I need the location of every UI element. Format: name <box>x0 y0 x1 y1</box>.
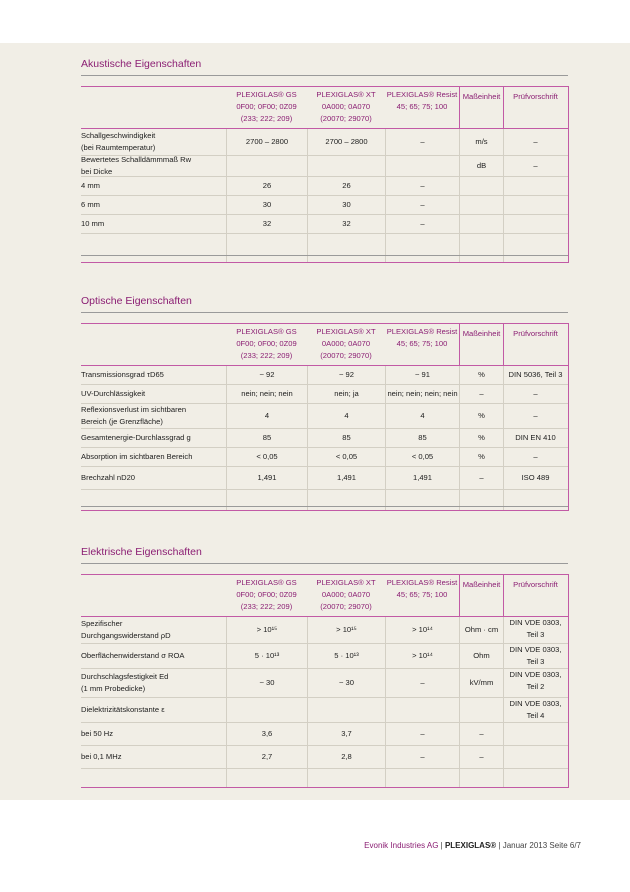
value-spec: – <box>503 448 567 466</box>
cell-line: 0A000; 0A070 <box>321 102 371 111</box>
value-resist <box>385 156 459 176</box>
value-xt: 2700 – 2800 <box>307 129 385 155</box>
row-label: 10 mm <box>81 219 105 228</box>
cell-line: 0F00; 0F00; 0Z09 <box>236 102 297 111</box>
table-row <box>81 404 568 429</box>
value-xt: 1,491 <box>307 467 385 489</box>
value-resist: – <box>385 196 459 214</box>
cell-line: PLEXIGLAS® Resist <box>386 327 458 336</box>
value-resist: 1,491 <box>385 467 459 489</box>
value-spec: ISO 489 <box>503 467 567 489</box>
table-row <box>81 196 568 215</box>
value-gs: 1,491 <box>226 467 307 489</box>
value-gs: 3,6 <box>226 723 307 745</box>
table-header-row <box>81 324 568 366</box>
value-unit: – <box>459 467 503 489</box>
cell-line: 0F00; 0F00; 0Z09 <box>236 590 297 599</box>
value-unit <box>459 490 503 510</box>
value-spec: – <box>503 156 567 176</box>
cell-line: (bei Raumtemperatur) <box>81 143 156 152</box>
cell-line: Durchgangswiderstand ρD <box>81 631 171 640</box>
header-resist <box>385 87 459 128</box>
row-label: Gesamtenergie-Durchlassgrad g <box>81 433 191 442</box>
cell-line: 45; 65; 75; 100 <box>396 590 448 599</box>
value-gs: ~ 30 <box>226 669 307 697</box>
header-unit: Maßeinheit <box>459 87 503 128</box>
value-unit: Ohm · cm <box>459 617 503 643</box>
row-label <box>81 234 226 262</box>
value-unit <box>459 196 503 214</box>
value-xt <box>307 490 385 510</box>
value-unit: % <box>459 366 503 384</box>
cell-line: Reflexionsverlust im sichtbaren <box>81 405 187 414</box>
value-unit: % <box>459 429 503 447</box>
cell-line: Schallgeschwindigkeit <box>81 131 156 140</box>
cell-line: Teil 4 <box>526 711 545 720</box>
value-gs: 2,7 <box>226 746 307 768</box>
value-unit: – <box>459 385 503 403</box>
row-label <box>81 156 226 176</box>
cell-line: (233; 222; 209) <box>240 114 293 123</box>
electrical-table <box>81 574 569 788</box>
value-resist: – <box>385 129 459 155</box>
value-spec: – <box>503 404 567 428</box>
value-xt: 3,7 <box>307 723 385 745</box>
value-spec <box>503 644 567 668</box>
header-blank <box>81 87 226 128</box>
cell-line: PLEXIGLAS® Resist <box>386 90 458 99</box>
value-xt: 30 <box>307 196 385 214</box>
value-resist: ~ 91 <box>385 366 459 384</box>
value-resist: – <box>385 723 459 745</box>
value-gs <box>226 769 307 787</box>
cell-line: PLEXIGLAS® Resist <box>386 578 458 587</box>
row-label: bei 0,1 MHz <box>81 752 122 761</box>
value-unit <box>459 177 503 195</box>
value-resist <box>385 490 459 510</box>
cell-line: Durchschlagsfestigkeit Ed <box>81 672 169 681</box>
table-row <box>81 215 568 234</box>
value-spec: DIN 5036, Teil 3 <box>503 366 567 384</box>
row-label: Brechzahl nD20 <box>81 473 136 482</box>
row-label <box>81 617 226 643</box>
header-unit: Maßeinheit <box>459 324 503 365</box>
cell-line: Bewertetes Schalldämmmaß Rw <box>81 155 192 164</box>
cell-line: PLEXIGLAS® GS <box>236 327 297 336</box>
value-spec: – <box>503 129 567 155</box>
value-spec <box>503 746 567 768</box>
table-row <box>81 129 568 156</box>
optical-table <box>81 323 569 511</box>
value-xt: nein; ja <box>307 385 385 403</box>
page-footer <box>364 841 581 850</box>
cell-line: (233; 222; 209) <box>240 602 293 611</box>
footer-company: Evonik Industries AG <box>364 841 439 850</box>
table-header-row <box>81 87 568 129</box>
value-unit <box>459 234 503 262</box>
value-xt: ~ 92 <box>307 366 385 384</box>
acoustic-table <box>81 86 569 263</box>
row-label: Absorption im sichtbaren Bereich <box>81 452 193 461</box>
header-spec: Prüfvorschrift <box>503 575 567 616</box>
section-divider <box>81 312 568 313</box>
value-unit <box>459 215 503 233</box>
cell-line: DIN VDE 0303, <box>509 645 562 654</box>
value-gs <box>226 234 307 262</box>
header-xt <box>307 575 385 616</box>
section-divider <box>81 75 568 76</box>
section-title-electrical: Elektrische Eigenschaften <box>81 546 202 558</box>
value-gs: nein; nein; nein <box>226 385 307 403</box>
value-gs: 26 <box>226 177 307 195</box>
table-row <box>81 467 568 490</box>
header-gs <box>226 324 307 365</box>
cell-line: bei Dicke <box>81 167 113 176</box>
row-label <box>81 669 226 697</box>
cell-line: PLEXIGLAS® XT <box>316 90 376 99</box>
cell-line: Teil 2 <box>526 682 545 691</box>
cell-line: Teil 3 <box>526 630 545 639</box>
header-blank <box>81 324 226 365</box>
value-spec <box>503 723 567 745</box>
value-resist: – <box>385 177 459 195</box>
value-gs <box>226 490 307 510</box>
value-gs: 32 <box>226 215 307 233</box>
table-row <box>81 723 568 746</box>
cell-line: 45; 65; 75; 100 <box>396 339 448 348</box>
cell-line: (20070; 29070) <box>320 114 372 123</box>
cell-line: (1 mm Probedicke) <box>81 684 146 693</box>
value-unit: % <box>459 448 503 466</box>
value-gs <box>226 156 307 176</box>
value-spec <box>503 769 567 787</box>
cell-line: Bereich (je Grenzfläche) <box>81 417 163 426</box>
footer-date-page: | Januar 2013 Seite 6/7 <box>496 841 581 850</box>
cell-line: PLEXIGLAS® XT <box>316 327 376 336</box>
value-unit: m/s <box>459 129 503 155</box>
value-unit: kV/mm <box>459 669 503 697</box>
value-unit <box>459 769 503 787</box>
table-row <box>81 385 568 404</box>
footer-separator: | <box>438 841 445 850</box>
header-gs <box>226 575 307 616</box>
table-row <box>81 669 568 698</box>
value-xt <box>307 698 385 722</box>
value-spec <box>503 234 567 262</box>
cell-line: 0A000; 0A070 <box>321 590 371 599</box>
value-gs: 5 · 10¹³ <box>226 644 307 668</box>
cell-line: 0F00; 0F00; 0Z09 <box>236 339 297 348</box>
value-unit: Ohm <box>459 644 503 668</box>
header-resist <box>385 324 459 365</box>
header-spec: Prüfvorschrift <box>503 87 567 128</box>
value-spec: – <box>503 385 567 403</box>
header-xt <box>307 324 385 365</box>
value-unit: dB <box>459 156 503 176</box>
value-xt: ~ 30 <box>307 669 385 697</box>
value-xt: 5 · 10¹³ <box>307 644 385 668</box>
cell-line: DIN VDE 0303, <box>509 699 562 708</box>
cell-line: Teil 3 <box>526 657 545 666</box>
value-xt: 4 <box>307 404 385 428</box>
row-label <box>81 129 226 155</box>
value-spec <box>503 669 567 697</box>
row-label: UV-Durchlässigkeit <box>81 389 146 398</box>
cell-line: PLEXIGLAS® GS <box>236 90 297 99</box>
row-label <box>81 769 226 787</box>
value-xt: 85 <box>307 429 385 447</box>
footer-brand: PLEXIGLAS® <box>444 841 497 850</box>
header-resist <box>385 575 459 616</box>
table-row <box>81 366 568 385</box>
value-resist: – <box>385 746 459 768</box>
row-label <box>81 404 226 428</box>
value-spec <box>503 215 567 233</box>
value-xt: < 0,05 <box>307 448 385 466</box>
value-spec <box>503 196 567 214</box>
value-spec <box>503 617 567 643</box>
value-resist: – <box>385 215 459 233</box>
header-blank <box>81 575 226 616</box>
table-row <box>81 429 568 448</box>
cell-line: (20070; 29070) <box>320 351 372 360</box>
value-xt <box>307 156 385 176</box>
header-unit: Maßeinheit <box>459 575 503 616</box>
cell-line: DIN VDE 0303, <box>509 618 562 627</box>
value-spec <box>503 698 567 722</box>
value-unit: – <box>459 723 503 745</box>
section-divider <box>81 563 568 564</box>
value-resist: 85 <box>385 429 459 447</box>
value-gs: 4 <box>226 404 307 428</box>
value-resist: nein; nein; nein; nein <box>385 385 459 403</box>
value-resist: > 10¹⁴ <box>385 644 459 668</box>
value-unit <box>459 698 503 722</box>
value-gs: 85 <box>226 429 307 447</box>
header-spec: Prüfvorschrift <box>503 324 567 365</box>
value-unit: % <box>459 404 503 428</box>
cell-line: PLEXIGLAS® GS <box>236 578 297 587</box>
cell-line: (20070; 29070) <box>320 602 372 611</box>
table-row <box>81 698 568 723</box>
table-row <box>81 644 568 669</box>
header-gs <box>226 87 307 128</box>
row-label <box>81 490 226 510</box>
row-label: Oberflächenwiderstand σ ROA <box>81 651 185 660</box>
row-label: 6 mm <box>81 200 100 209</box>
value-xt: > 10¹⁵ <box>307 617 385 643</box>
value-xt: 2,8 <box>307 746 385 768</box>
table-header-row <box>81 575 568 617</box>
value-spec <box>503 490 567 510</box>
value-resist: – <box>385 669 459 697</box>
row-label: Transmissionsgrad τD65 <box>81 370 164 379</box>
value-gs: > 10¹⁵ <box>226 617 307 643</box>
cell-line: DIN VDE 0303, <box>509 670 562 679</box>
table-row <box>81 234 568 262</box>
cell-line: (233; 222; 209) <box>240 351 293 360</box>
section-title-optical: Optische Eigenschaften <box>81 295 192 307</box>
value-xt: 26 <box>307 177 385 195</box>
table-row <box>81 746 568 769</box>
value-xt <box>307 769 385 787</box>
cell-line: PLEXIGLAS® XT <box>316 578 376 587</box>
value-resist: 4 <box>385 404 459 428</box>
table-row <box>81 490 568 510</box>
row-label: Dielektrizitätskonstante ε <box>81 705 165 714</box>
value-xt <box>307 234 385 262</box>
table-row <box>81 769 568 787</box>
value-spec: DIN EN 410 <box>503 429 567 447</box>
table-row <box>81 617 568 644</box>
table-row <box>81 177 568 196</box>
section-title-acoustic: Akustische Eigenschaften <box>81 58 202 70</box>
value-gs: < 0,05 <box>226 448 307 466</box>
value-resist <box>385 769 459 787</box>
value-gs <box>226 698 307 722</box>
value-gs: 2700 – 2800 <box>226 129 307 155</box>
value-gs: ~ 92 <box>226 366 307 384</box>
value-resist: > 10¹⁴ <box>385 617 459 643</box>
cell-line: 0A000; 0A070 <box>321 339 371 348</box>
header-xt <box>307 87 385 128</box>
value-unit: – <box>459 746 503 768</box>
value-gs: 30 <box>226 196 307 214</box>
value-resist <box>385 698 459 722</box>
table-row <box>81 448 568 467</box>
row-label: bei 50 Hz <box>81 729 114 738</box>
table-row <box>81 156 568 177</box>
value-resist: < 0,05 <box>385 448 459 466</box>
value-xt: 32 <box>307 215 385 233</box>
row-label: 4 mm <box>81 181 100 190</box>
value-resist <box>385 234 459 262</box>
cell-line: Spezifischer <box>81 619 123 628</box>
section-divider <box>81 255 568 256</box>
cell-line: 45; 65; 75; 100 <box>396 102 448 111</box>
value-spec <box>503 177 567 195</box>
section-divider <box>81 506 568 507</box>
